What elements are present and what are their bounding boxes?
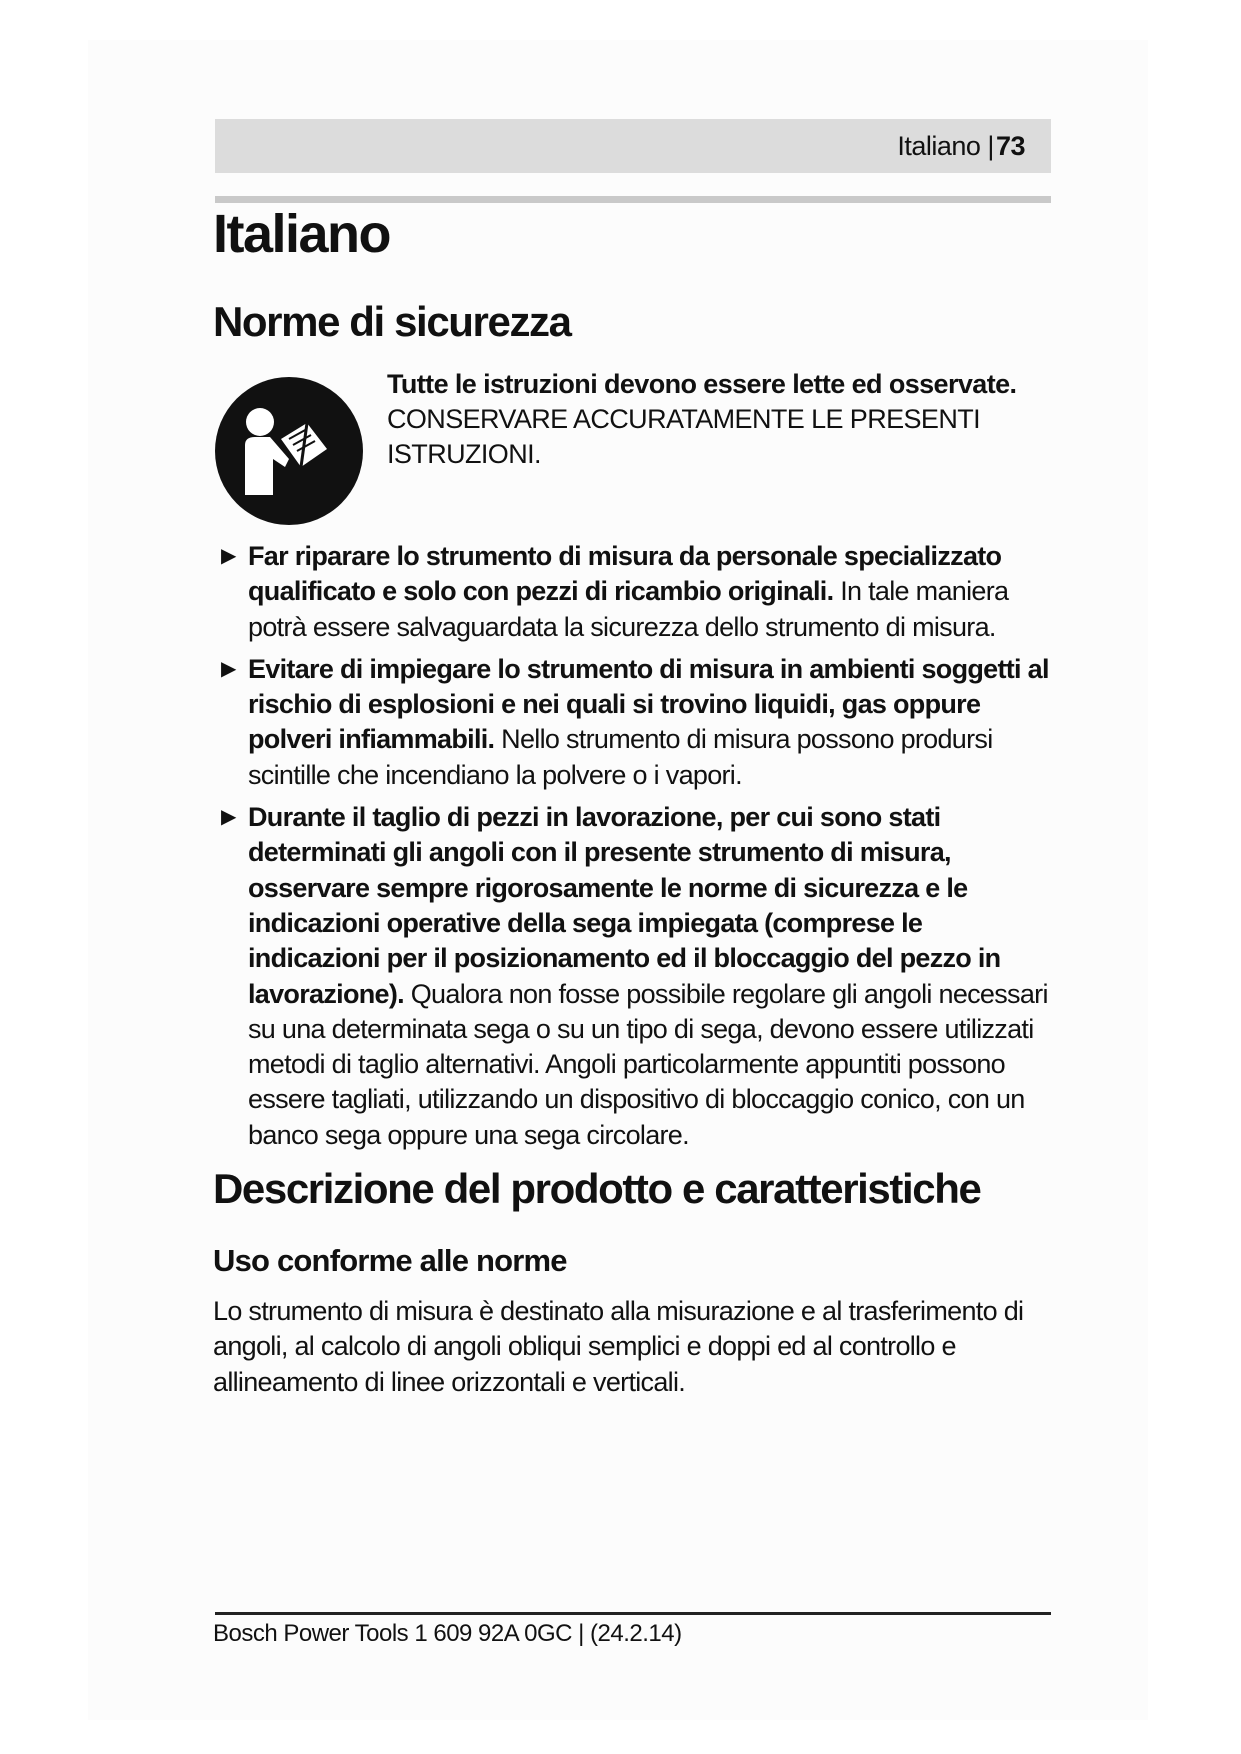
safety-list xyxy=(218,539,1058,1160)
running-header xyxy=(215,119,1051,173)
intended-use-heading: Uso conforme alle norme xyxy=(213,1243,567,1278)
notice-text: CONSERVARE ACCURATAMENTE LE PRESENTI ISTRUZIONI. xyxy=(387,404,981,469)
safety-notice xyxy=(387,367,1067,472)
list-item xyxy=(218,800,1058,1153)
list-item xyxy=(218,539,1058,645)
header-divider xyxy=(215,196,1051,203)
bullet-text: Nello strumento di misura possono prodursi scintille che incendiano la polvere o i vapori. xyxy=(248,724,993,790)
bullet-text: Qualora non fosse possibile regolare gli angoli necessari su una determinata sega o su un tipo di sega, devono essere utilizzati metodi di taglio alternativi. Angoli particolarmente appuntiti possono essere tagliati, utilizzando un dispositivo di bloccaggio conico, con un banco sega oppure una sega circolare. xyxy=(248,978,1048,1150)
bullet-arrow-icon: ▶ xyxy=(221,806,236,829)
footer-divider xyxy=(215,1612,1051,1615)
bullet-text: In tale maniera potrà essere salvaguardata la sicurezza dello strumento di misura. xyxy=(248,576,1009,642)
product-heading: Descrizione del prodotto e caratteristiche xyxy=(213,1165,981,1212)
bullet-bold: Far riparare lo strumento di misura da personale specializzato qualificato e solo con pezzi di ricambio originali. xyxy=(248,541,1002,607)
bullet-arrow-icon: ▶ xyxy=(221,657,236,680)
bullet-bold: Evitare di impiegare lo strumento di misura in ambienti soggetti al rischio di esplosioni e nei quali si trovino liquidi, gas oppure polveri infiammabili. xyxy=(248,653,1049,755)
list-item xyxy=(218,652,1058,793)
bullet-bold: Durante il taglio di pezzi in lavorazione, per cui sono stati determinati gli angoli con il presente strumento di misura, osservare sempre rigorosamente le norme di sicurezza e le indicazioni operative della sega impiegata (comprese le indicazioni per il posizionamento ed il bloccaggio del pezzo in lavorazione). xyxy=(248,802,1001,1009)
page-title: Italiano xyxy=(213,204,391,264)
safety-heading: Norme di sicurezza xyxy=(213,298,571,345)
header-section: Italiano | xyxy=(897,130,994,161)
page-number: 73 xyxy=(995,130,1025,161)
bullet-arrow-icon: ▶ xyxy=(221,545,236,567)
intended-use-paragraph: Lo strumento di misura è destinato alla misurazione e al trasferimento di angoli, al calcolo di angoli obliqui semplici e doppi ed al controllo e allineamento di linee orizzontali e verticali. xyxy=(213,1296,1024,1397)
notice-bold: Tutte le istruzioni devono essere lette ed osservate. xyxy=(387,369,1017,399)
read-manual-icon xyxy=(215,377,363,525)
page-footer: Bosch Power Tools 1 609 92A 0GC | (24.2.14) xyxy=(213,1620,682,1647)
